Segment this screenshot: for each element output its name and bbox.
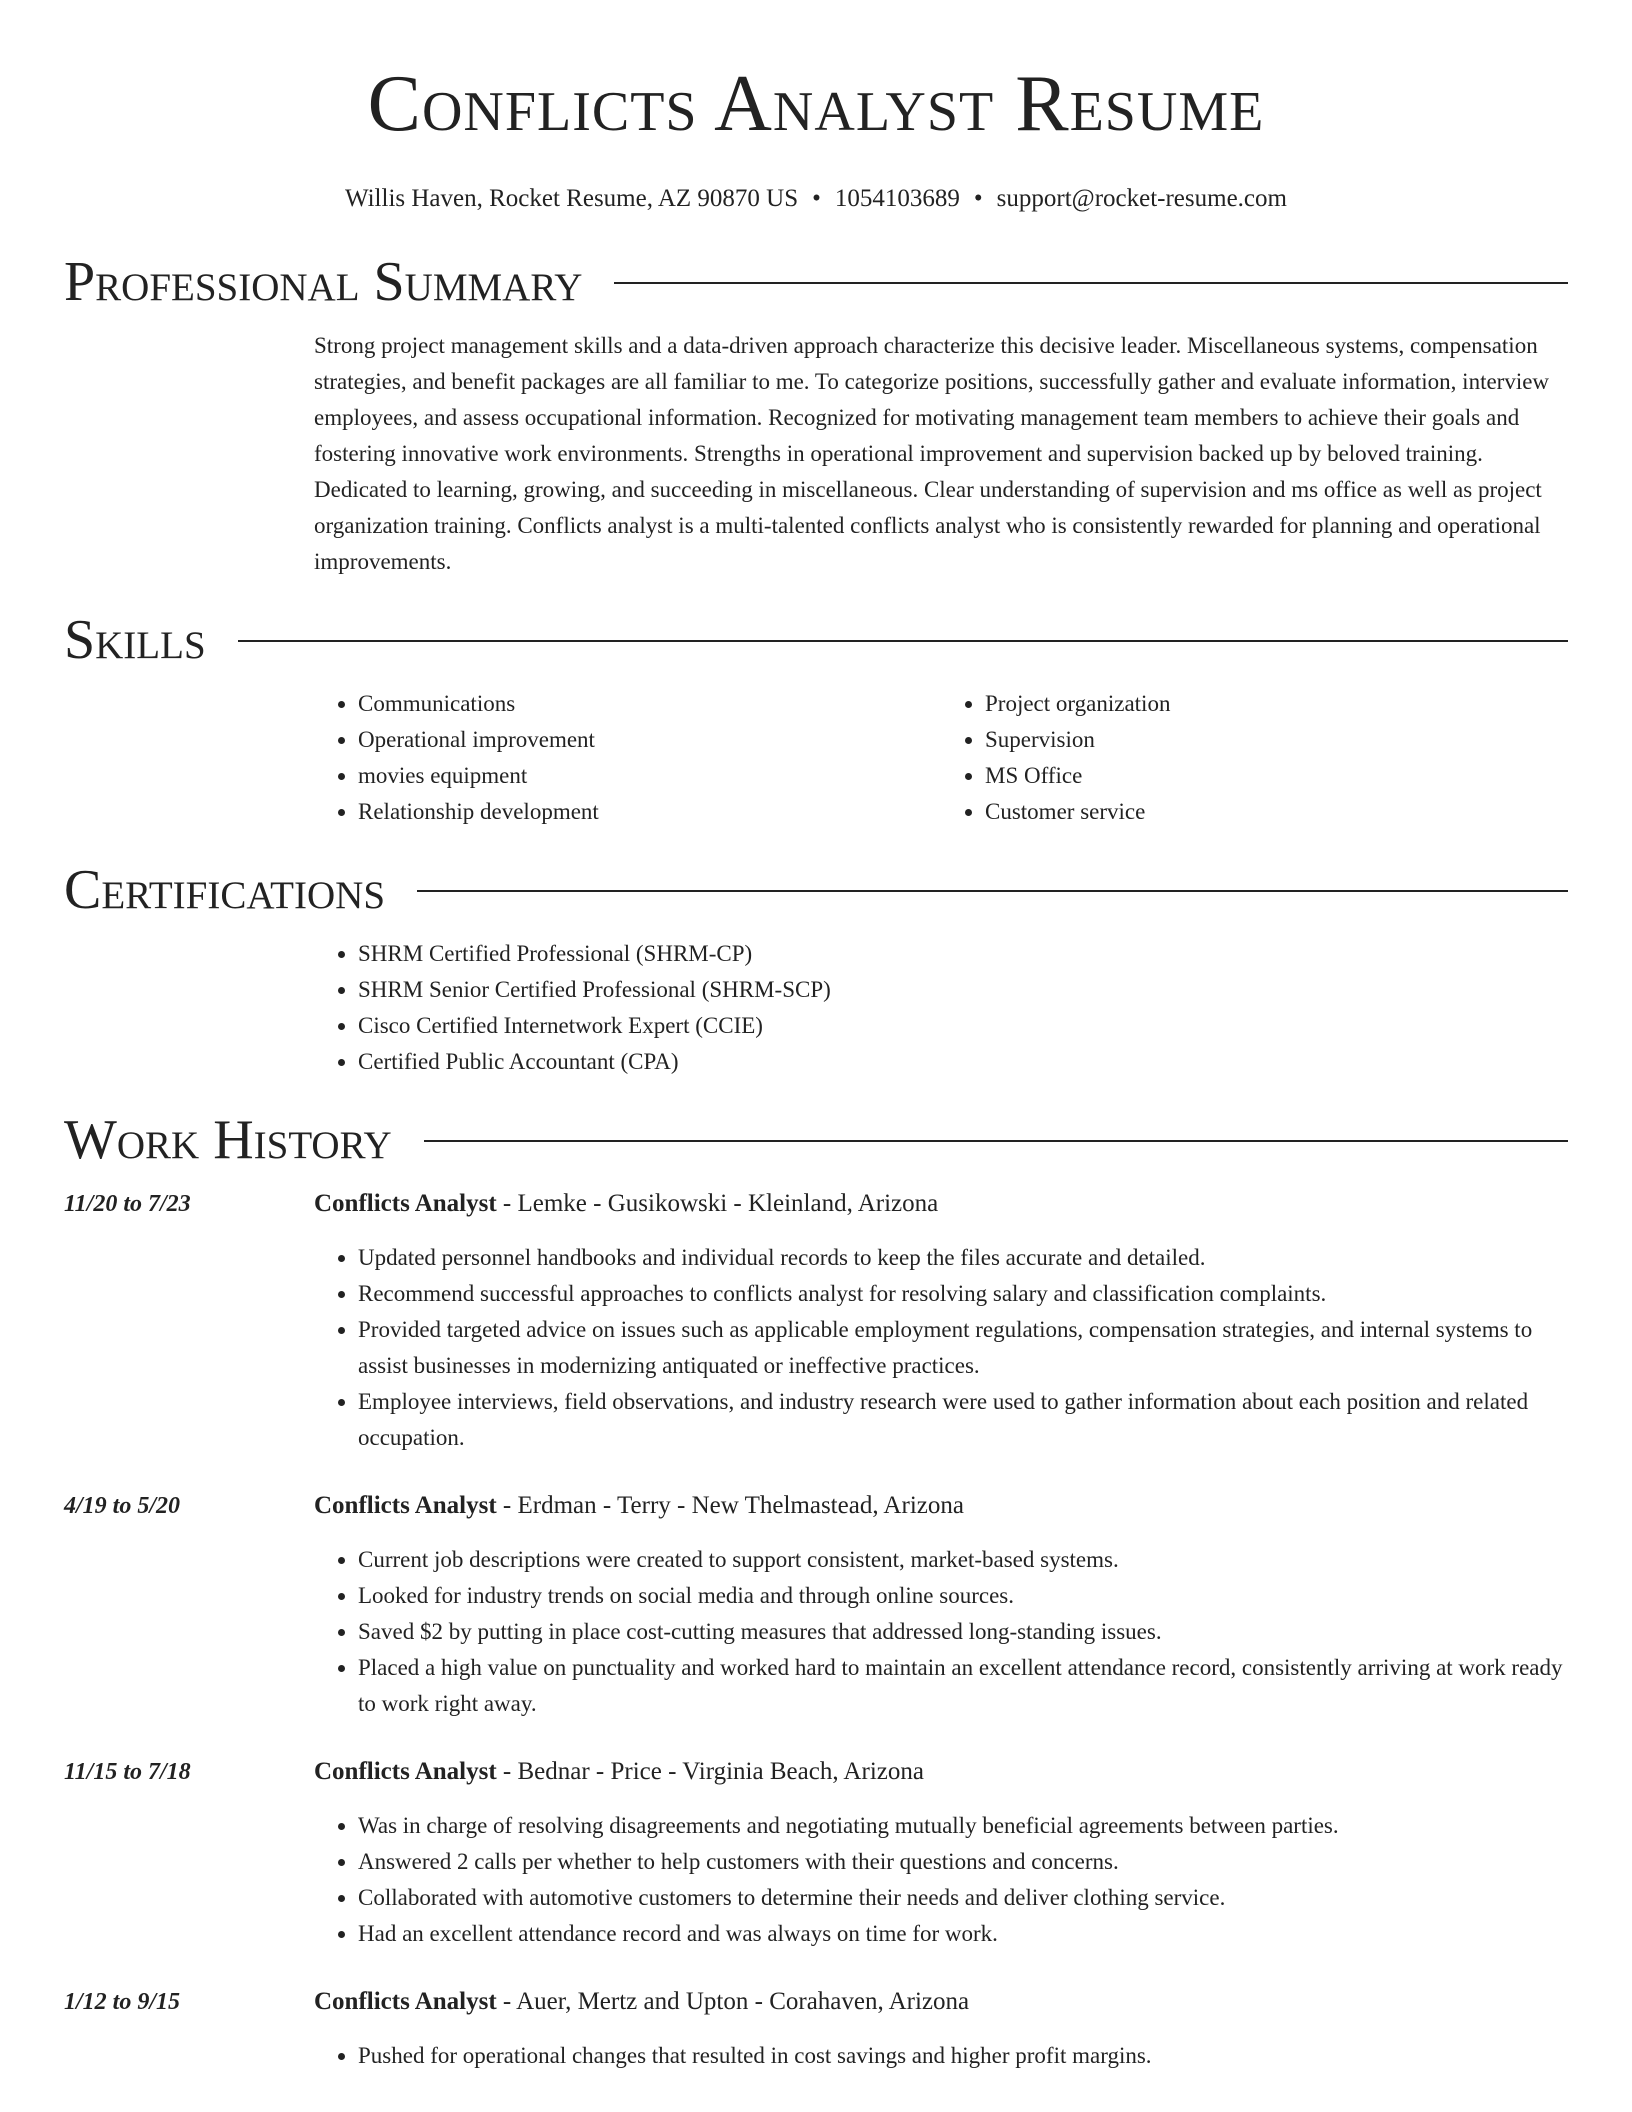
certifications-heading: Certifications: [64, 859, 386, 921]
job-bullets: [314, 1240, 1568, 1456]
work-section-header: [64, 1108, 1568, 1172]
job-entry: [64, 1754, 1568, 1952]
job-content: [314, 1984, 1568, 2074]
summary-text: Strong project management skills and a data-driven approach characterize this decisive leader. Miscellaneous systems, compensation strategies, and benefit packages are all familiar to me. To categorize positions, successfully gather and evaluate information, interview employees, and assess occupational information. Recognized for motivating management team members to achieve their goals and fostering innovative work environments. Strengths in operational improvement and supervision backed up by beloved training. Dedicated to learning, growing, and succeeding in miscellaneous. Clear understanding of supervision and ms office as well as project organization training. Conflicts analyst is a multi-talented conflicts analyst who is consistently rewarded for planning and operational improvements.: [314, 333, 1550, 574]
skills-section-header: [64, 608, 1568, 672]
job-bullet: • Was in charge of resolving disagreements and negotiating mutually beneficial agreements between parties.: [358, 1808, 1568, 1844]
contact-address: Willis Haven, Rocket Resume, AZ 90870 US: [345, 185, 799, 212]
job-bullet: • Collaborated with automotive customers to determine their needs and deliver clothing service.: [358, 1880, 1568, 1916]
job-company: - Lemke - Gusikowski - Kleinland, Arizona: [496, 1190, 939, 1217]
section-divider: [424, 1140, 1568, 1142]
page-title: Conflicts Analyst Resume: [367, 60, 1265, 148]
skill-item: • movies equipment: [358, 758, 941, 794]
section-divider: [417, 890, 1568, 892]
skill-item: • Relationship development: [358, 794, 941, 830]
job-date: 11/20 to 7/23: [64, 1191, 191, 1217]
job-bullet: • Employee interviews, field observations, and industry research were used to gather information about each position and related occupation.: [358, 1384, 1568, 1456]
certification-item: • SHRM Certified Professional (SHRM-CP): [358, 936, 1568, 972]
job-title-line: [314, 1984, 1568, 2020]
contact-separator: •: [973, 185, 983, 212]
job-date: 11/15 to 7/18: [64, 1759, 191, 1785]
job-title: Conflicts Analyst: [314, 1988, 497, 2015]
section-divider: [238, 640, 1568, 642]
skill-item: • Customer service: [985, 794, 1568, 830]
summary-section-header: [64, 250, 1568, 314]
job-bullet: • Looked for industry trends on social media and through online sources.: [358, 1578, 1568, 1614]
job-bullet: • Recommend successful approaches to conflicts analyst for resolving salary and classification complaints.: [358, 1276, 1568, 1312]
certification-item: • SHRM Senior Certified Professional (SHRM-SCP): [358, 972, 1568, 1008]
job-title-line: [314, 1754, 1568, 1790]
certification-item: • Cisco Certified Internetwork Expert (CCIE): [358, 1008, 1568, 1044]
job-content: [314, 1488, 1568, 1722]
contact-separator: •: [812, 185, 821, 212]
job-entry: [64, 1488, 1568, 1722]
job-bullets: [314, 1542, 1568, 1722]
job-title: Conflicts Analyst: [314, 1190, 497, 1217]
work-heading: Work History: [64, 1109, 392, 1171]
job-title-line: [314, 1186, 1568, 1222]
skill-item: • Operational improvement: [358, 722, 941, 758]
job-company: - Auer, Mertz and Upton - Corahaven, Arizona: [496, 1988, 970, 2015]
job-title: Conflicts Analyst: [314, 1758, 497, 1785]
certifications-list: [314, 936, 1568, 1080]
contact-email[interactable]: support@rocket-resume.com: [996, 185, 1287, 212]
job-bullet: • Saved $2 by putting in place cost-cutting measures that addressed long-standing issues.: [358, 1614, 1568, 1650]
job-bullet: • Had an excellent attendance record and was always on time for work.: [358, 1916, 1568, 1952]
certification-item: • Certified Public Accountant (CPA): [358, 1044, 1568, 1080]
skill-item: • Communications: [358, 686, 941, 722]
job-content: [314, 1186, 1568, 1456]
skills-heading: Skills: [64, 609, 206, 671]
job-date: 1/12 to 9/15: [64, 1989, 181, 2015]
job-title-line: [314, 1488, 1568, 1524]
contact-phone: 1054103689: [834, 185, 960, 212]
section-divider: [614, 282, 1568, 284]
skills-list: [314, 686, 1568, 830]
job-bullet: • Placed a high value on punctuality and worked hard to maintain an excellent attendance record, consistently arriving at work ready to work right away.: [358, 1650, 1568, 1722]
skill-item: • Supervision: [985, 722, 1568, 758]
job-bullet: • Answered 2 calls per whether to help customers with their questions and concerns.: [358, 1844, 1568, 1880]
job-bullets: [314, 1808, 1568, 1952]
job-bullets: [314, 2038, 1568, 2074]
job-entry: [64, 1186, 1568, 1456]
skills-left-column: [314, 686, 941, 830]
job-content: [314, 1754, 1568, 1952]
job-company: - Erdman - Terry - New Thelmastead, Arizona: [496, 1492, 964, 1519]
skill-item: • MS Office: [985, 758, 1568, 794]
job-date: 4/19 to 5/20: [64, 1493, 181, 1519]
skills-right-column: [941, 686, 1568, 830]
job-company: - Bednar - Price - Virginia Beach, Arizona: [496, 1758, 924, 1785]
job-bullet: • Pushed for operational changes that resulted in cost savings and higher profit margins.: [358, 2038, 1568, 2074]
job-entry: [64, 1984, 1568, 2074]
certifications-section-header: [64, 858, 1568, 922]
job-title: Conflicts Analyst: [314, 1492, 497, 1519]
contact-line: [64, 184, 1568, 214]
job-bullet: • Provided targeted advice on issues such as applicable employment regulations, compensation strategies, and internal systems to assist businesses in modernizing antiquated or ineffective practices.: [358, 1312, 1568, 1384]
certifications-items: [314, 936, 1568, 1080]
job-bullet: • Current job descriptions were created to support consistent, market-based systems.: [358, 1542, 1568, 1578]
skill-item: • Project organization: [985, 686, 1568, 722]
summary-heading: Professional Summary: [64, 251, 583, 313]
job-bullet: • Updated personnel handbooks and individual records to keep the files accurate and detailed.: [358, 1240, 1568, 1276]
work-history-list: [64, 1186, 1568, 2074]
